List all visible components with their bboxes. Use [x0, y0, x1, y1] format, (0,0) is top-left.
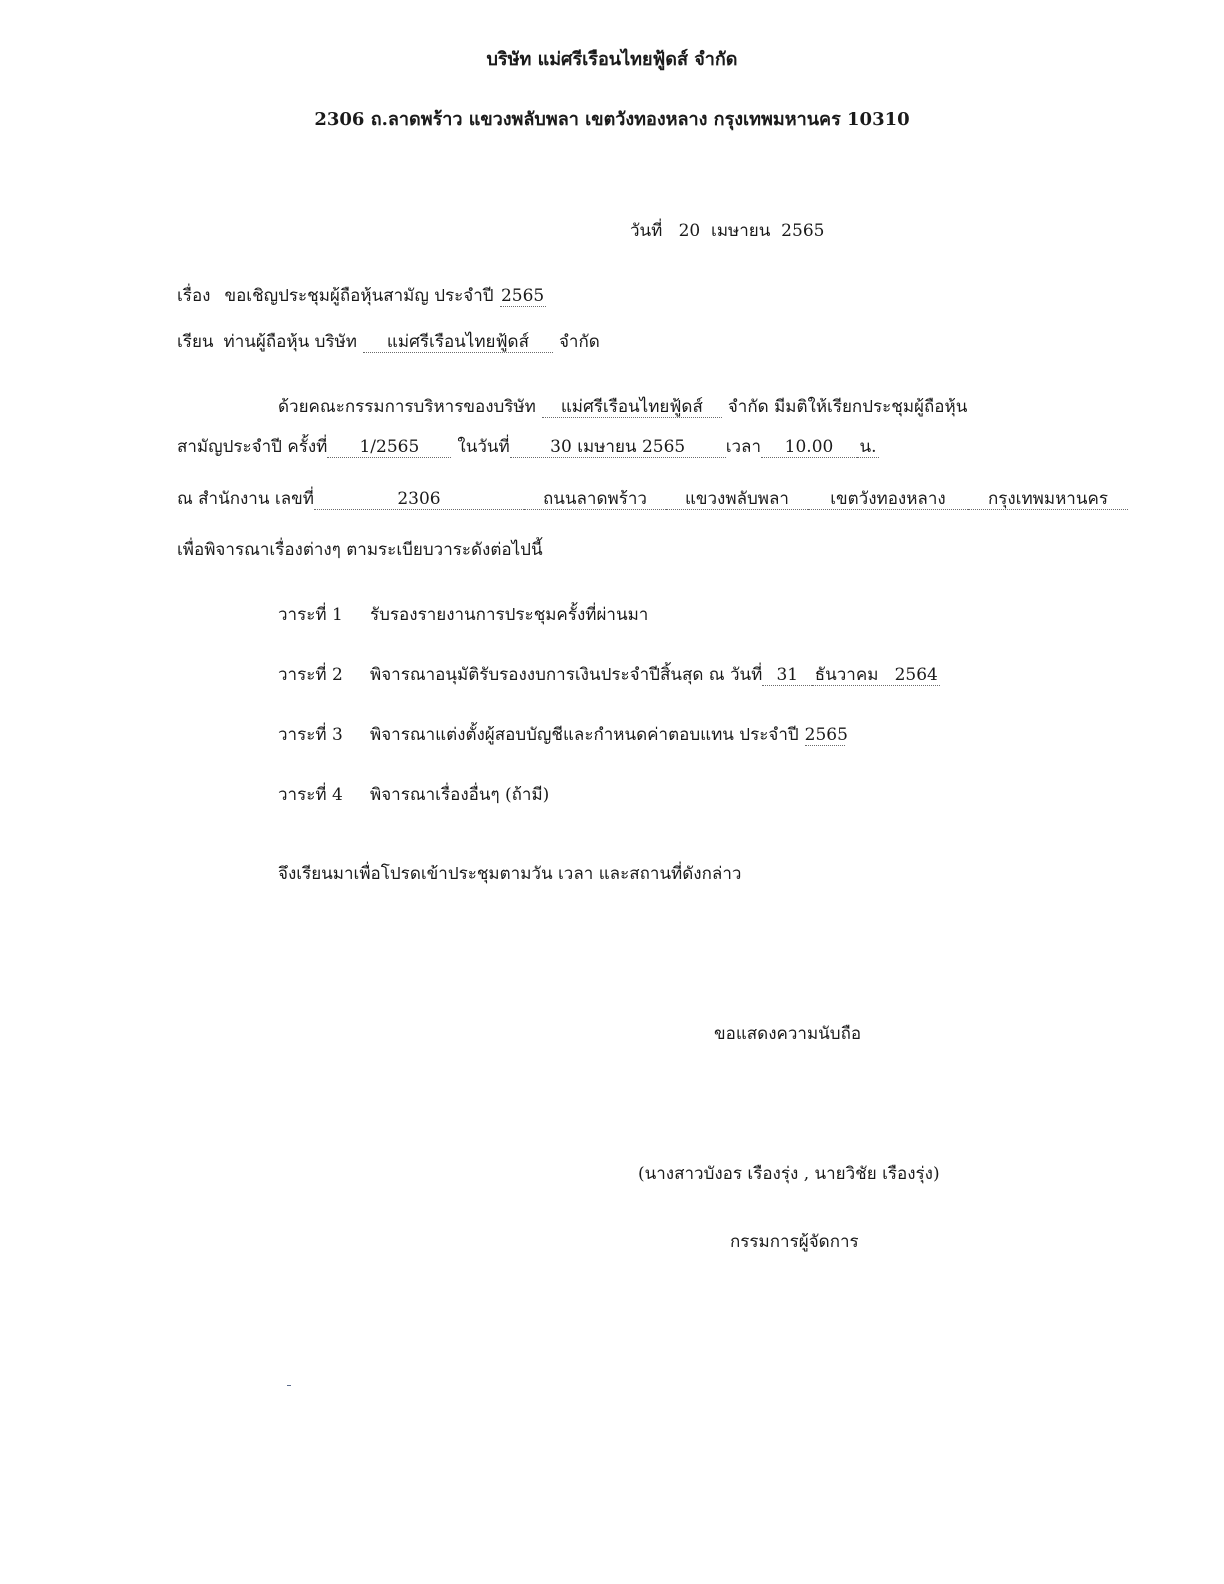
agenda-text: รับรองรายงานการประชุมครั้งที่ผ่านมา	[370, 605, 649, 625]
body-line-2	[177, 433, 879, 460]
body-line-1	[278, 393, 967, 420]
agenda-number: วาระที่ 3	[278, 725, 343, 745]
agenda-item-3	[278, 721, 848, 748]
meeting-time-label: เวลา	[725, 437, 762, 457]
recipient-suffix: จำกัด	[558, 332, 600, 352]
recipient-line	[177, 328, 600, 355]
agenda-month-year-field: ธันวาคม 2564	[812, 666, 940, 686]
agenda-item-2	[278, 661, 940, 688]
time-unit: น.	[857, 438, 879, 458]
subject-label: เรื่อง	[177, 286, 211, 306]
agenda-number: วาระที่ 4	[278, 785, 343, 805]
stray-dash-mark	[287, 1385, 291, 1386]
meeting-date-field: 30 เมษายน 2565	[510, 438, 726, 458]
body-line1-prefix: ด้วยคณะกรรมการบริหารของบริษัท	[278, 397, 536, 417]
company-address: 2306 ถ.ลาดพร้าว แขวงพลับพลา เขตวังทองหลาง กรุงเทพมหานคร 10310	[314, 109, 910, 130]
recipient-text: ท่านผู้ถือหุ้น บริษัท	[223, 332, 357, 352]
signatories-line: (นางสาวบังอร เรืองรุ่ง , นายวิชัย เรืองรุ่ง)	[638, 1164, 940, 1184]
subject-year-field: 2565	[500, 286, 545, 306]
agenda-day-field: 31	[762, 666, 812, 686]
body-line3-prefix: ณ สำนักงาน เลขที่	[177, 489, 314, 509]
meeting-date-label: ในวันที่	[457, 437, 510, 457]
subject-text: ขอเชิญประชุมผู้ถือหุ้นสามัญ ประจำปี	[224, 286, 494, 306]
regards-line: ขอแสดงความนับถือ	[714, 1024, 862, 1044]
agenda-number: วาระที่ 1	[278, 605, 343, 625]
venue-district-field: เขตวังทองหลาง	[808, 490, 968, 510]
agenda-text: พิจารณาเรื่องอื่นๆ (ถ้ามี)	[370, 785, 550, 805]
meeting-number-field: 1/2565	[327, 438, 451, 458]
agenda-number: วาระที่ 2	[278, 665, 343, 685]
body-line-3	[177, 485, 1128, 512]
agenda-text: พิจารณาอนุมัติรับรองงบการเงินประจำปีสิ้นสุด ณ วันที่	[370, 665, 763, 685]
venue-number-field: 2306	[314, 490, 524, 510]
agenda-text: พิจารณาแต่งตั้งผู้สอบบัญชีและกำหนดค่าตอบแทน ประจำปี	[370, 725, 799, 745]
recipient-company-field: แม่ศรีเรือนไทยฟู้ดส์	[363, 333, 553, 353]
agenda-year-field: 2565	[804, 725, 848, 745]
recipient-label: เรียน	[177, 332, 214, 352]
letter-date: วันที่ 20 เมษายน 2565	[630, 221, 825, 241]
body-line-4: เพื่อพิจารณาเรื่องต่างๆ ตามระเบียบวาระดังต่อไปนี้	[177, 540, 543, 560]
venue-subdistrict-field: แขวงพลับพลา	[666, 490, 808, 510]
venue-road-field: ถนนลาดพร้าว	[524, 490, 666, 510]
body-line2-prefix: สามัญประจำปี ครั้งที่	[177, 437, 328, 457]
subject-line	[177, 282, 546, 309]
agenda-item-4	[278, 781, 549, 808]
body-company-field: แม่ศรีเรือนไทยฟู้ดส์	[542, 398, 722, 418]
body-line1-suffix: จำกัด มีมติให้เรียกประชุมผู้ถือหุ้น	[727, 397, 968, 417]
venue-province-field: กรุงเทพมหานคร	[968, 490, 1128, 510]
closing-line: จึงเรียนมาเพื่อโปรดเข้าประชุมตามวัน เวลา และสถานที่ดังกล่าว	[278, 864, 742, 884]
agenda-item-1	[278, 601, 648, 628]
position-line: กรรมการผู้จัดการ	[730, 1232, 859, 1252]
meeting-time-field: 10.00	[761, 438, 857, 458]
company-name: บริษัท แม่ศรีเรือนไทยฟู้ดส์ จำกัด	[486, 49, 738, 70]
